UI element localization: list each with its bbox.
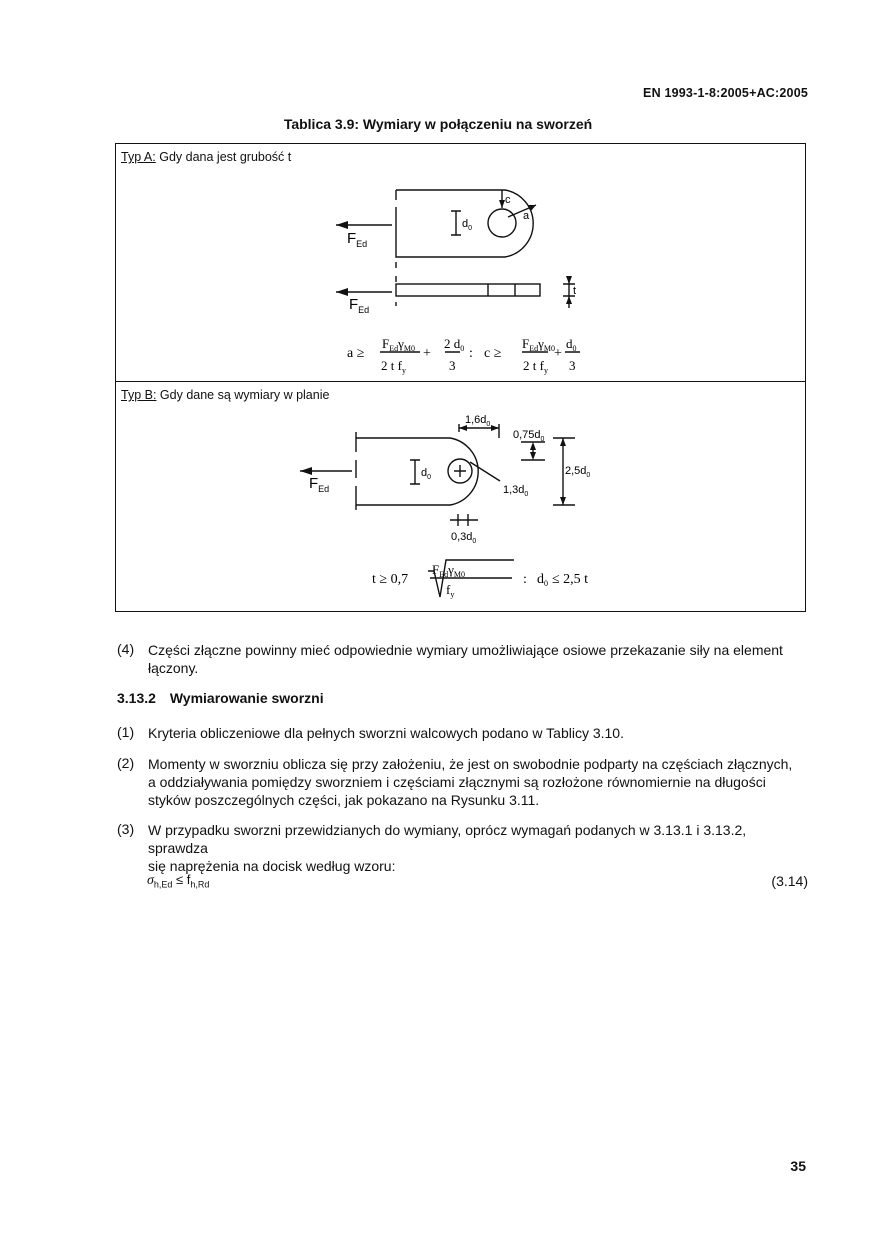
svg-text:+: + — [554, 346, 562, 361]
p2-line-2: a oddziaływania pomiędzy sworzniem i częściami złącznymi są rozłożone równomiernie na długości — [148, 774, 766, 790]
d0-label-a: $d_0$ — [462, 218, 473, 232]
p1-text: Kryteria obliczeniowe dla pełnych sworzni walcowych podano w Tablicy 3.10. — [148, 725, 624, 741]
eq-le: ≤ f — [172, 872, 191, 887]
pin-lines-side — [488, 284, 515, 296]
svg-text:3: 3 — [449, 358, 456, 373]
svg-text:2 d0: 2 $d_0$ — [444, 336, 465, 353]
svg-text:d0: $d_0$ — [566, 336, 577, 353]
d0-dim-a — [451, 211, 461, 235]
dim-075-label: $0,75d_0$ — [513, 429, 545, 443]
dim-03 — [450, 514, 478, 526]
svg-text:3: 3 — [569, 358, 576, 373]
eq-sigma-sub: h,Ed — [153, 879, 173, 890]
dim-25-label: $2,5d_0$ — [565, 465, 591, 479]
svg-text:c ≥: c ≥ — [484, 346, 502, 361]
svg-text:a ≥: a ≥ — [347, 346, 365, 361]
page-number: 35 — [790, 1158, 806, 1174]
p2-text — [148, 755, 808, 809]
p3-number: (3) — [117, 821, 135, 837]
svg-text:+: + — [423, 346, 431, 361]
svg-text:2 t fy: 2 t $f_y$ — [523, 358, 548, 375]
svg-text:FEdγM0: $F_{Ed}\gamma_{M0}$ — [432, 562, 465, 579]
type-a-text: Gdy dana jest grubość t — [159, 150, 292, 164]
p4-text — [148, 641, 808, 677]
dim-03-label: $0,3d_0$ — [451, 531, 477, 545]
dim-16-label: $1,6d_0$ — [465, 414, 491, 428]
p3-line-1: W przypadku sworzni przewidzianych do wymiany, oprócz wymagań podanych w 3.13.1 i 3.13.2, sprawdza — [148, 822, 747, 856]
type-b-text: Gdy dane są wymiary w planie — [159, 388, 330, 402]
force-label-b: $F_{Ed}$ — [309, 475, 330, 494]
section-heading — [117, 690, 324, 706]
svg-text:t ≥ 0,7: t ≥ 0,7 — [372, 572, 409, 587]
svg-text::: : — [469, 346, 473, 361]
svg-text:fy: $f_y$ — [446, 582, 455, 599]
equation-number: (3.14) — [771, 873, 808, 889]
p4-line-1: Części złączne powinny mieć odpowiednie wymiary umożliwiające osiowe przekazanie siły na element — [148, 642, 783, 658]
p3-text — [148, 821, 808, 875]
t-label: t — [573, 285, 577, 297]
p2-line-1: Momenty w sworzniu oblicza się przy założeniu, że jest on swobodnie podparty na częściach złącznych, — [148, 756, 793, 772]
p1-number: (1) — [117, 724, 135, 740]
svg-text:d0≤ 2,5 t: $d_0 \le 2,5$ t — [537, 572, 589, 588]
formula-b — [372, 562, 588, 599]
section-title: Wymiarowanie sworzni — [169, 690, 324, 706]
dim-13-label: $1,3d_0$ — [503, 484, 529, 498]
dim-13 — [470, 462, 500, 481]
p4-number: (4) — [117, 641, 135, 657]
c-label: c — [505, 194, 511, 206]
table-title: Tablica 3.9: Wymiary w połączeniu na sworzeń — [283, 116, 593, 132]
equation-3-14 — [147, 872, 209, 890]
pin-hole-a — [488, 209, 516, 237]
p2-number: (2) — [117, 755, 135, 771]
type-a-label: Typ A: — [121, 150, 156, 164]
force-label-a-side: $F_{Ed}$ — [349, 296, 370, 315]
d0-dim-b — [410, 460, 420, 484]
svg-text:2 t fy: 2 t $f_y$ — [381, 358, 406, 375]
a-label: a — [523, 210, 530, 222]
section-number: 3.13.2 — [117, 690, 156, 706]
formula-a — [347, 336, 577, 375]
p2-line-3: styków poszczególnych części, jak pokazano na Rysunku 3.11. — [148, 792, 540, 808]
d0-label-b: $d_0$ — [421, 467, 432, 481]
p4-line-2: łączony. — [148, 660, 199, 676]
p3-line-2: się naprężenia na docisk według wzoru: — [148, 858, 396, 874]
eq-sigma: σ — [147, 873, 154, 888]
plate-side-view — [396, 284, 540, 296]
standard-header: EN 1993-1-8:2005+AC:2005 — [643, 86, 808, 100]
diagram-type-a — [0, 0, 876, 620]
type-b-label: Typ B: — [121, 388, 157, 402]
svg-text:FEdγM0: $F_{Ed}\gamma_{M0}$ — [522, 336, 555, 353]
svg-text:FEdγM0: $F_{Ed}\gamma_{M0}$ — [382, 336, 415, 353]
eq-f-sub: h,Rd — [190, 879, 210, 890]
force-label-a-top: $F_{Ed}$ — [347, 230, 368, 249]
svg-text::: : — [523, 572, 527, 587]
